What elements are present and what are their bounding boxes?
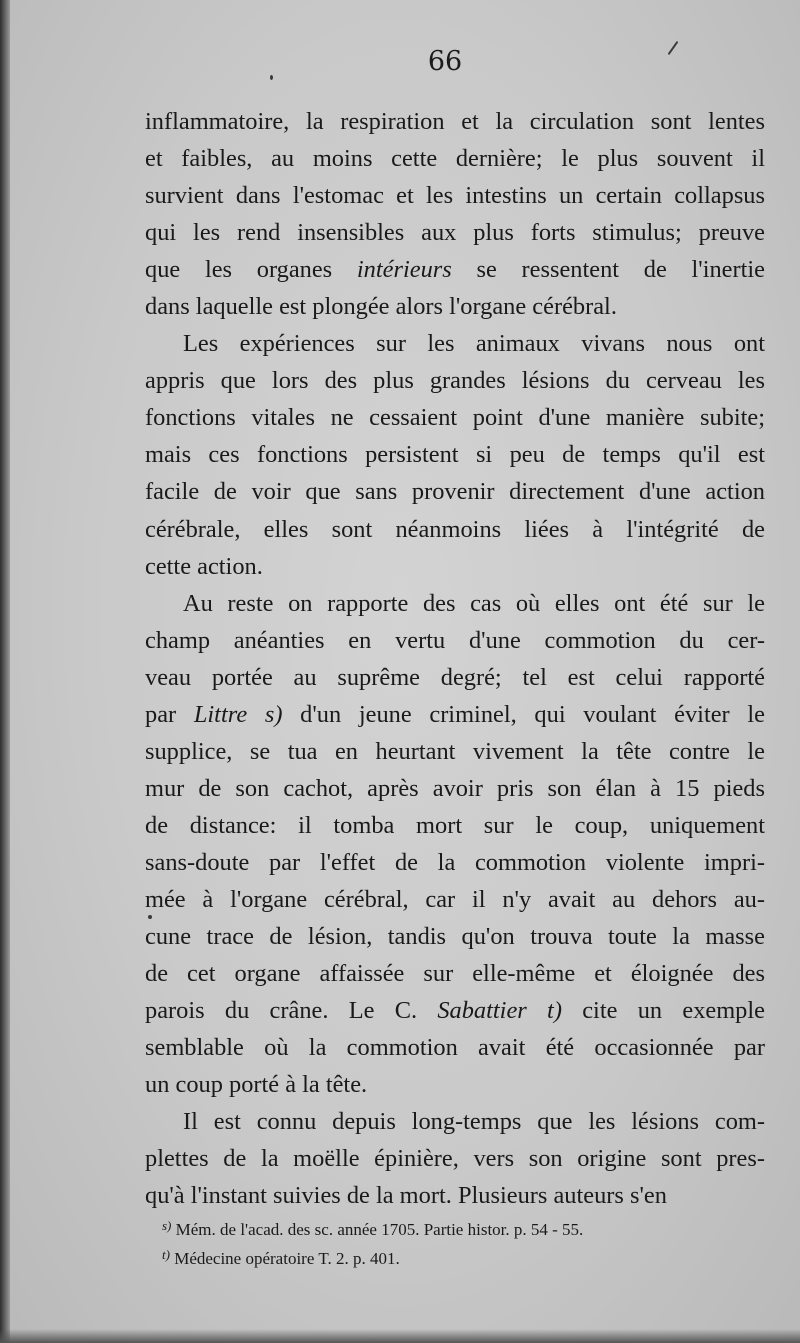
- text-line: plettes de la moëlle épinière, vers son origine sont pres-: [145, 1145, 765, 1173]
- footnote-mark: s): [162, 1218, 172, 1233]
- footnote: [162, 1213, 722, 1242]
- footnote-mark: t): [162, 1247, 170, 1262]
- paper-speck: [270, 75, 273, 80]
- footnote: [162, 1242, 722, 1271]
- text-line: fonctions vitales ne cessaient point d'une manière subite;: [145, 404, 765, 432]
- text-line: facile de voir que sans provenir directement d'une action: [145, 478, 765, 506]
- text-line: cérébrale, elles sont néanmoins liées à l'intégrité de: [145, 515, 765, 543]
- paragraph: [145, 585, 765, 1104]
- text-line: de distance: il tomba mort sur le coup, uniquement: [145, 811, 765, 839]
- body-text: [145, 103, 765, 1214]
- text-line: qu'à l'instant suivies de la mort. Plusieurs auteurs s'en: [145, 1182, 667, 1210]
- text-line: sans-doute par l'effet de la commotion violente impri-: [145, 848, 765, 876]
- text-line: mais ces fonctions persistent si peu de temps qu'il est: [145, 441, 765, 469]
- text-line: et faibles, au moins cette dernière; le plus souvent il: [145, 145, 765, 173]
- text-line: que les organes intérieurs se ressentent de l'inertie: [145, 256, 766, 284]
- page-left-edge: [0, 0, 10, 1343]
- text-line: mur de son cachot, après avoir pris son élan à 15 pieds: [145, 774, 765, 802]
- text-line: parois du crâne. Le C. Sabattier t) cite un exemple: [145, 997, 765, 1025]
- text-line: Au reste on rapporte des cas où elles ont été sur le: [183, 589, 765, 617]
- paragraph: [145, 325, 765, 584]
- footnote-text: Mém. de l'acad. des sc. année 1705. Partie histor. p. 54 - 55.: [175, 1220, 584, 1239]
- text-line: Les expériences sur les animaux vivans nous ont: [183, 330, 765, 358]
- text-line: cette action.: [145, 552, 263, 580]
- text-line: dans laquelle est plongée alors l'organe cérébral.: [145, 293, 617, 321]
- text-line: veau portée au suprême degré; tel est celui rapporté: [145, 663, 765, 691]
- text-line: qui les rend insensibles aux plus forts stimulus; preuve: [145, 219, 765, 247]
- text-line: par Littre s) d'un jeune criminel, qui voulant éviter le: [145, 700, 765, 728]
- text-line: survient dans l'estomac et les intestins un certain collapsus: [145, 182, 765, 210]
- text-line: de cet organe affaissée sur elle-même et éloignée des: [145, 960, 765, 988]
- text-line: champ anéanties en vertu d'une commotion du cer-: [145, 626, 765, 654]
- footnote-text: Médecine opératoire T. 2. p. 401.: [174, 1249, 400, 1268]
- footnotes: [162, 1213, 722, 1271]
- page-bottom-edge: [0, 1329, 800, 1343]
- paper-speck: [148, 915, 152, 919]
- text-line: appris que lors des plus grandes lésions du cerveau les: [145, 367, 765, 395]
- text-line: cune trace de lésion, tandis qu'on trouva toute la masse: [145, 923, 765, 951]
- text-line: mée à l'organe cérébral, car il n'y avait au dehors au-: [145, 885, 765, 913]
- text-line: Il est connu depuis long-temps que les lésions com-: [183, 1108, 765, 1136]
- text-line: semblable où la commotion avait été occasionnée par: [145, 1034, 765, 1062]
- page-number: 66: [427, 46, 463, 77]
- paragraph: [145, 103, 765, 325]
- text-line: inflammatoire, la respiration et la circulation sont lentes: [145, 108, 765, 135]
- text-line: un coup porté à la tête.: [145, 1071, 368, 1099]
- paragraph: [145, 1103, 765, 1214]
- text-line: supplice, se tua en heurtant vivement la tête contre le: [145, 737, 765, 765]
